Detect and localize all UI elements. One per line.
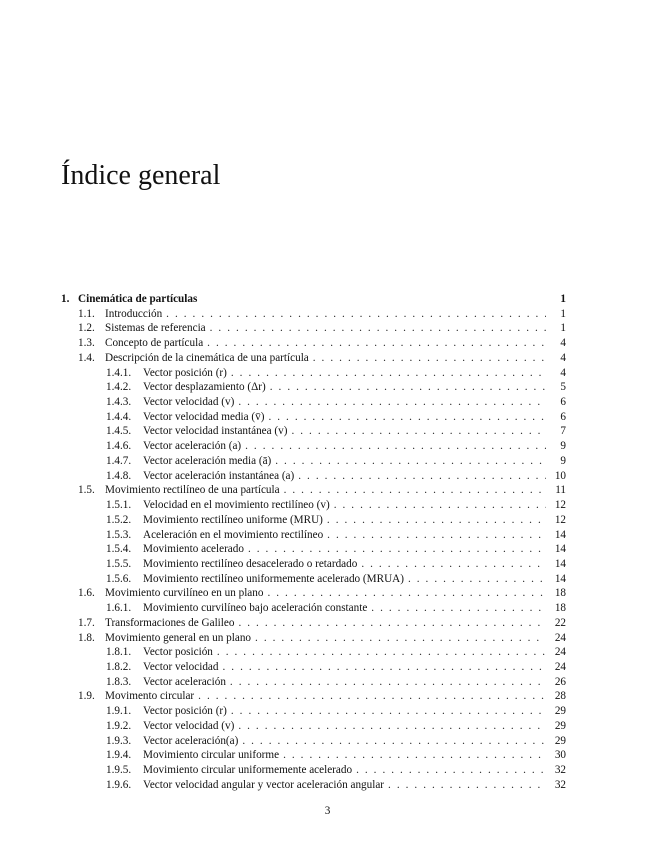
toc-dot-leader xyxy=(270,380,546,395)
toc-entry-number: 1.4.3. xyxy=(106,396,132,409)
toc-entry-page: 28 xyxy=(554,690,566,703)
toc-dot-leader xyxy=(242,734,546,749)
toc-dot-leader xyxy=(408,572,546,587)
toc-dot-leader xyxy=(371,601,546,616)
toc-entry[interactable] xyxy=(61,616,566,631)
toc-entry-number: 1.4.4. xyxy=(106,410,132,423)
toc-entry-title: Vector velocidad (v) xyxy=(143,396,235,409)
toc-dot-leader xyxy=(267,586,546,601)
toc-entry-title: Vector desplazamiento (Δr) xyxy=(143,381,266,394)
toc-entry-page: 14 xyxy=(554,528,566,541)
toc-entry-title: Vector velocidad instantánea (v) xyxy=(143,425,288,438)
toc-entry[interactable] xyxy=(61,631,566,646)
toc-entry-number: 1.6. xyxy=(78,587,95,600)
toc-entry[interactable] xyxy=(61,542,566,557)
toc-entry-title: Velocidad en el movimiento rectilíneo (v) xyxy=(143,499,330,512)
toc-dot-leader xyxy=(230,675,546,690)
toc-dot-leader xyxy=(356,763,546,778)
toc-entry-title: Vector posición xyxy=(143,646,213,659)
toc-dot-leader xyxy=(231,366,546,381)
toc-entry-number: 1.9.1. xyxy=(106,705,132,718)
toc-entry-number: 1.5.2. xyxy=(106,513,132,526)
toc-entry-page: 6 xyxy=(560,396,566,409)
toc-entry-number: 1.8.1. xyxy=(106,646,132,659)
page-title: Índice general xyxy=(61,160,221,191)
toc-entry-number: 1.8.2. xyxy=(106,660,132,673)
toc-dot-leader xyxy=(207,336,546,351)
toc-entry-title: Movimiento curvilíneo bajo aceleración constante xyxy=(143,602,368,615)
toc-entry-title: Movimiento circular uniformemente acelerado xyxy=(143,764,353,776)
toc-dot-leader xyxy=(334,498,546,513)
toc-dot-leader xyxy=(198,689,546,704)
toc-entry-page: 9 xyxy=(560,454,566,467)
toc-entry-page: 4 xyxy=(560,366,566,379)
toc-entry[interactable] xyxy=(61,336,566,351)
toc-dot-leader xyxy=(231,704,546,719)
toc-entry-page: 32 xyxy=(554,764,566,776)
toc-entry-number: 1.4.8. xyxy=(106,469,132,482)
toc-entry[interactable] xyxy=(61,689,566,704)
toc-entry-page: 10 xyxy=(554,469,566,482)
toc-entry-page: 7 xyxy=(560,425,566,438)
toc-entry-number: 1.2. xyxy=(78,322,95,335)
toc-entry-number: 1.9.6. xyxy=(106,778,132,791)
toc-entry-page: 14 xyxy=(554,557,566,570)
toc-dot-leader xyxy=(238,616,546,631)
toc-entry-page: 1 xyxy=(560,307,566,320)
toc-entry-page: 22 xyxy=(554,616,566,629)
toc-dot-leader xyxy=(327,528,546,543)
toc-entry[interactable] xyxy=(61,763,566,778)
toc-entry[interactable] xyxy=(61,513,566,528)
toc-entry[interactable] xyxy=(61,483,566,498)
toc-entry-title: Transformaciones de Galileo xyxy=(105,616,235,629)
toc-entry-page: 30 xyxy=(554,749,566,762)
toc-dot-leader xyxy=(217,645,546,660)
toc-entry-number: 1.8. xyxy=(78,631,95,644)
toc-entry-number: 1.5.3. xyxy=(106,528,132,541)
toc-entry-title: Movimento circular xyxy=(105,690,195,703)
toc-entry[interactable] xyxy=(61,366,566,381)
toc-entry-page: 14 xyxy=(554,572,566,585)
toc-dot-leader xyxy=(268,410,546,425)
toc-entry[interactable] xyxy=(61,528,566,543)
toc-entry[interactable] xyxy=(61,586,566,601)
toc-entry-title: Vector posición (r) xyxy=(143,366,227,379)
toc-entry-number: 1.4. xyxy=(78,351,95,364)
toc-entry-title: Movimiento circular uniforme xyxy=(143,749,280,762)
page-number: 3 xyxy=(324,805,331,817)
toc-entry-title: Movimiento rectilíneo desacelerado o retardado xyxy=(143,557,358,570)
toc-entry-number: 1.4.7. xyxy=(106,454,132,467)
toc-entry-title: Movimiento rectilíneo uniforme (MRU) xyxy=(143,513,323,526)
toc-entry-title: Vector aceleración(a) xyxy=(143,734,239,747)
toc-entry-page: 11 xyxy=(555,484,566,497)
toc-dot-leader xyxy=(388,778,546,793)
toc-entry-number: 1.9. xyxy=(78,690,95,703)
toc-dot-leader xyxy=(248,542,546,557)
toc-entry-number: 1.7. xyxy=(78,616,95,629)
toc-entry[interactable] xyxy=(61,572,566,587)
toc-dot-leader xyxy=(284,483,546,498)
toc-entry-page: 24 xyxy=(554,646,566,659)
toc-entry-title: Movimiento general en un plano xyxy=(105,631,252,644)
toc-entry-number: 1.4.6. xyxy=(106,440,132,453)
toc-entry-number: 1. xyxy=(61,293,70,305)
toc-entry-number: 1.3. xyxy=(78,337,95,350)
toc-entry[interactable] xyxy=(61,424,566,439)
toc-entry-page: 12 xyxy=(554,513,566,526)
toc-entry[interactable] xyxy=(61,498,566,513)
toc-entry-number: 1.5. xyxy=(78,484,95,497)
toc-dot-leader xyxy=(238,395,546,410)
toc-entry-number: 1.5.6. xyxy=(106,572,132,585)
toc-dot-leader xyxy=(361,557,546,572)
toc-entry-title: Vector velocidad (v) xyxy=(143,719,235,732)
toc-entry-number: 1.8.3. xyxy=(106,675,132,688)
toc-entry-page: 1 xyxy=(560,293,566,305)
toc-entry-title: Vector velocidad xyxy=(143,660,219,673)
toc-entry-title: Descripción de la cinemática de una partícula xyxy=(105,351,309,364)
toc-entry-page: 29 xyxy=(554,734,566,747)
toc-entry[interactable] xyxy=(61,439,566,454)
toc-entry-number: 1.9.3. xyxy=(106,734,132,747)
toc-entry-number: 1.1. xyxy=(78,307,95,320)
toc-entry-number: 1.9.2. xyxy=(106,719,132,732)
toc-entry-page: 9 xyxy=(560,440,566,453)
toc-entry-title: Sistemas de referencia xyxy=(105,322,206,335)
toc-entry[interactable] xyxy=(61,380,566,395)
toc-entry-title: Introducción xyxy=(105,307,163,320)
toc-entry-title: Vector posición (r) xyxy=(143,705,227,718)
toc-entry[interactable] xyxy=(61,704,566,719)
toc-dot-leader xyxy=(291,424,546,439)
toc-entry[interactable] xyxy=(61,557,566,572)
toc-dot-leader xyxy=(283,748,546,763)
toc-entry[interactable] xyxy=(61,410,566,425)
toc-entry-page: 24 xyxy=(554,631,566,644)
toc-entry-number: 1.5.5. xyxy=(106,557,132,570)
toc-entry[interactable] xyxy=(61,351,566,366)
toc-entry-page: 6 xyxy=(560,410,566,423)
toc-dot-leader xyxy=(313,351,546,366)
toc-entry-page: 18 xyxy=(554,587,566,600)
toc-entry-title: Movimiento curvilíneo en un plano xyxy=(105,587,264,600)
toc-dot-leader xyxy=(245,439,546,454)
toc-entry-page: 29 xyxy=(554,705,566,718)
toc-entry-title: Cinemática de partículas xyxy=(78,293,198,305)
toc-entry-number: 1.4.2. xyxy=(106,381,132,394)
toc-entry[interactable] xyxy=(61,675,566,690)
toc-dot-leader xyxy=(298,469,546,484)
toc-entry-page: 4 xyxy=(560,337,566,350)
toc-entry[interactable] xyxy=(61,395,566,410)
toc-entry[interactable] xyxy=(61,660,566,675)
table-of-contents xyxy=(61,292,566,792)
toc-entry-page: 5 xyxy=(560,381,566,394)
toc-entry-number: 1.9.4. xyxy=(106,749,132,762)
toc-dot-leader xyxy=(238,719,546,734)
toc-entry-title: Vector velocidad media (v̄) xyxy=(143,410,265,423)
toc-entry-page: 29 xyxy=(554,719,566,732)
toc-entry-title: Vector aceleración instantánea (a) xyxy=(143,469,295,482)
toc-entry-title: Vector aceleración media (ā) xyxy=(143,454,272,467)
toc-entry[interactable] xyxy=(61,719,566,734)
toc-entry[interactable] xyxy=(61,469,566,484)
toc-entry[interactable] xyxy=(61,734,566,749)
toc-entry-number: 1.6.1. xyxy=(106,602,132,615)
toc-dot-leader xyxy=(275,454,546,469)
toc-entry-title: Vector velocidad angular y vector aceleración angular xyxy=(143,778,385,791)
toc-dot-leader xyxy=(222,660,546,675)
toc-entry-title: Movimiento rectilíneo de una partícula xyxy=(105,484,280,497)
toc-entry-page: 18 xyxy=(554,602,566,615)
toc-entry-title: Vector aceleración xyxy=(143,675,226,688)
toc-entry-title: Concepto de partícula xyxy=(105,337,204,350)
toc-entry-number: 1.4.5. xyxy=(106,425,132,438)
toc-entry-title: Aceleración en el movimiento rectilíneo xyxy=(143,528,324,541)
toc-entry-title: Movimiento rectilíneo uniformemente acelerado (MRUA) xyxy=(143,572,404,585)
toc-entry-number: 1.5.1. xyxy=(106,499,132,512)
toc-entry-page: 4 xyxy=(560,351,566,364)
toc-entry[interactable] xyxy=(61,748,566,763)
toc-entry-page: 32 xyxy=(554,778,566,791)
toc-entry-page: 26 xyxy=(554,675,566,688)
toc-entry-title: Vector aceleración (a) xyxy=(143,440,242,453)
toc-entry[interactable] xyxy=(61,321,566,336)
toc-entry-page: 12 xyxy=(554,499,566,512)
toc-entry-number: 1.9.5. xyxy=(106,764,132,776)
toc-dot-leader xyxy=(327,513,546,528)
toc-entry[interactable] xyxy=(61,645,566,660)
toc-entry-page: 1 xyxy=(560,322,566,335)
toc-dot-leader xyxy=(210,321,546,336)
toc-dot-leader xyxy=(255,631,546,646)
toc-entry[interactable] xyxy=(61,307,566,322)
toc-entry[interactable] xyxy=(61,778,566,793)
toc-entry[interactable] xyxy=(61,601,566,616)
toc-entry-page: 24 xyxy=(554,660,566,673)
toc-entry-number: 1.5.4. xyxy=(106,543,132,556)
toc-entry-title: Movimiento acelerado xyxy=(143,543,244,556)
toc-entry-number: 1.4.1. xyxy=(106,366,132,379)
toc-entry-page: 14 xyxy=(554,543,566,556)
toc-entry[interactable] xyxy=(61,454,566,469)
toc-entry[interactable] xyxy=(61,292,566,307)
toc-dot-leader xyxy=(166,307,546,322)
